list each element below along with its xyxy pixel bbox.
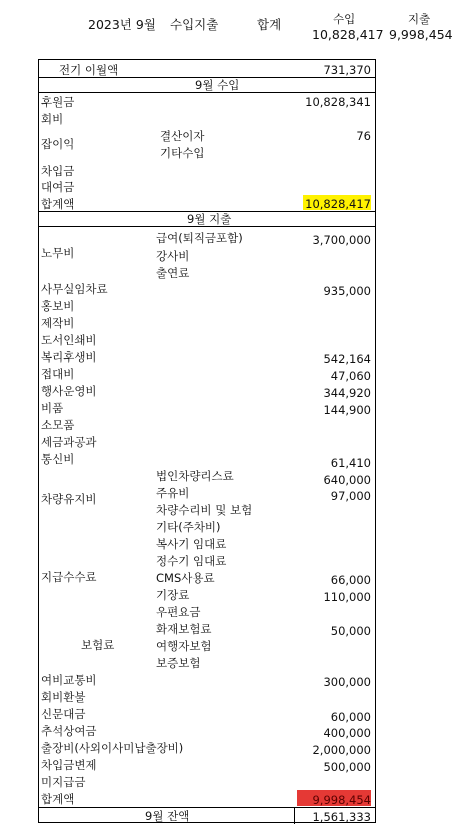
vehicle-sub-label: 차량수리비 및 보험 <box>156 503 253 517</box>
expense-row-label: 출장비(사외이사미납출장비) <box>41 741 184 755</box>
fees-sub-value: 110,000 <box>323 590 371 604</box>
expense-row-label: 회비환불 <box>41 690 86 704</box>
expense-row-label: 차입금변제 <box>41 758 97 772</box>
vehicle-sub-label: 법인차량리스료 <box>156 469 234 483</box>
expense-row-value: 400,000 <box>323 726 371 740</box>
expense-row-label: 제작비 <box>41 316 75 330</box>
expense-row-label: 도서인쇄비 <box>41 333 97 347</box>
fees-sub-label: CMS사용료 <box>156 571 215 585</box>
income-total: 10,828,417 <box>312 27 384 42</box>
vehicle-label: 차량유지비 <box>41 492 97 506</box>
donation-label: 후원금 <box>41 95 75 109</box>
expense-row-value: 935,000 <box>323 284 371 298</box>
expense-row-label: 세금과공과 <box>41 435 97 449</box>
loan-in-label: 차입금 <box>41 164 75 178</box>
vehicle-sub-value: 640,000 <box>323 473 371 487</box>
carryover-label: 전기 이월액 <box>59 63 119 77</box>
expense-row-value: 2,000,000 <box>312 743 371 757</box>
income-label: 수입 <box>333 12 356 26</box>
labor-sub-label: 강사비 <box>156 249 190 263</box>
fees-sub-label: 기장료 <box>156 588 190 602</box>
income-section-title: 9월 수입 <box>195 78 240 92</box>
carryover-value: 731,370 <box>323 63 371 77</box>
expense-row-label: 복리후생비 <box>41 350 97 364</box>
labor-sub-label: 급여(퇴직금포함) <box>156 231 243 245</box>
loan-out-label: 대여금 <box>41 180 75 194</box>
expense-row-label: 비품 <box>41 401 64 415</box>
expense-row-label: 홍보비 <box>41 299 75 313</box>
labor-label: 노무비 <box>41 246 75 260</box>
expense-row-label: 신문대금 <box>41 707 86 721</box>
income-total-label: 합계액 <box>41 197 75 211</box>
expense-row-label: 소모품 <box>41 418 75 432</box>
expense-row-value: 144,900 <box>323 403 371 417</box>
fees-sub-label: 정수기 임대료 <box>156 554 227 568</box>
fees-label: 지급수수료 <box>41 570 97 584</box>
expense-row-label: 추석상여금 <box>41 724 97 738</box>
expense-row-label: 통신비 <box>41 452 75 466</box>
interest-label: 결산이자 <box>160 129 205 143</box>
expense-row-value: 500,000 <box>323 760 371 774</box>
expense-row-label: 접대비 <box>41 367 75 381</box>
labor-sub-label: 출연료 <box>156 266 190 280</box>
labor-sub-value: 3,700,000 <box>312 233 371 247</box>
fees-sub-label: 복사기 임대료 <box>156 537 227 551</box>
fees-sub-value: 66,000 <box>330 573 371 587</box>
expense-row-label: 행사운영비 <box>41 384 97 398</box>
insurance-sub-label: 여행자보험 <box>156 639 212 653</box>
other-income-label: 기타수입 <box>160 146 205 160</box>
membership-label: 회비 <box>41 112 64 126</box>
total-label: 합계 <box>257 17 282 32</box>
insurance-sub-value: 50,000 <box>330 624 371 638</box>
interest-value: 76 <box>356 129 371 143</box>
expense-total-label: 합계액 <box>41 792 75 806</box>
income-total-value: 10,828,417 <box>305 197 371 211</box>
expense-label: 지출 <box>408 12 431 26</box>
expense-row-label: 사무실임차료 <box>41 282 108 296</box>
balance-label: 9월 잔액 <box>145 809 190 823</box>
misc-income-label: 잡이익 <box>41 137 75 151</box>
vehicle-sub-value: 97,000 <box>330 489 371 503</box>
expense-row-value: 300,000 <box>323 675 371 689</box>
expense-row-value: 344,920 <box>323 386 371 400</box>
expense-row-value: 60,000 <box>330 710 371 724</box>
donation-value: 10,828,341 <box>305 95 371 109</box>
expense-row-value: 47,060 <box>330 369 371 383</box>
expense-total: 9,998,454 <box>389 27 453 42</box>
fees-sub-label: 우편요금 <box>156 605 201 619</box>
vehicle-sub-label: 주유비 <box>156 486 190 500</box>
balance-value: 1,561,333 <box>312 810 371 824</box>
insurance-sub-label: 화재보험료 <box>156 622 212 636</box>
insurance-sub-label: 보증보험 <box>156 656 201 670</box>
expense-section-title: 9월 지출 <box>187 212 232 226</box>
expense-total-value: 9,998,454 <box>312 793 371 807</box>
expense-row-value: 61,410 <box>330 456 371 470</box>
period: 2023년 9월 <box>88 17 156 32</box>
insurance-label: 보험료 <box>81 638 115 652</box>
vehicle-sub-label: 기타(주차비) <box>156 520 221 534</box>
expense-row-label: 미지급금 <box>41 775 86 789</box>
ledger-table <box>38 59 376 823</box>
expense-row-value: 542,164 <box>323 352 371 366</box>
expense-row-label: 여비교통비 <box>41 673 97 687</box>
report-title: 수입지출 <box>170 17 219 32</box>
